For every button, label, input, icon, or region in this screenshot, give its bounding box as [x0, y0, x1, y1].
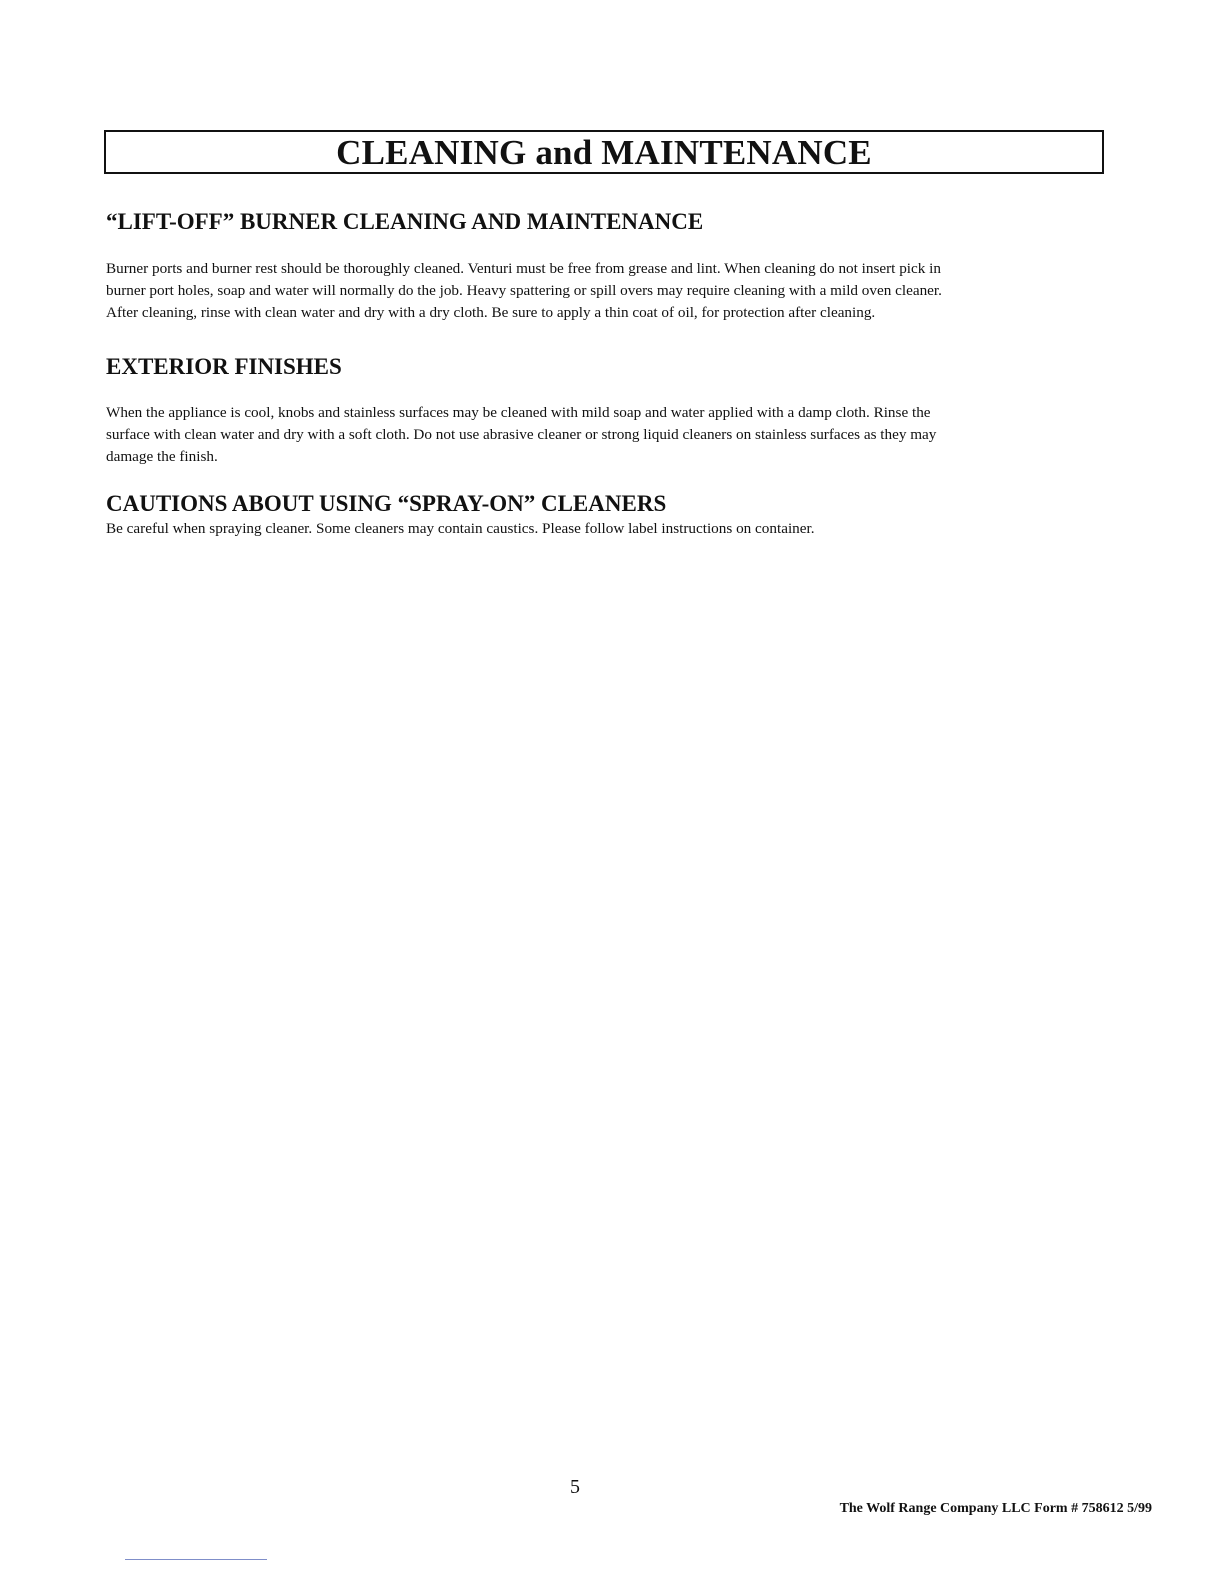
body-line: Burner ports and burner rest should be thoroughly cleaned. Venturi must be free from grease and lint. When cleaning do not insert pick in: [106, 260, 941, 277]
section-heading-lift-off-burner: “LIFT-OFF” BURNER CLEANING AND MAINTENANCE: [106, 209, 704, 234]
form-number-footer: The Wolf Range Company LLC Form # 758612 5/99: [839, 1501, 1152, 1516]
section-heading-exterior-finishes: EXTERIOR FINISHES: [106, 354, 342, 379]
section-heading-spray-on-cleaners: CAUTIONS ABOUT USING “SPRAY-ON” CLEANERS: [106, 491, 667, 516]
page-number: 5: [570, 1476, 580, 1498]
page-title: CLEANING and MAINTENANCE: [336, 132, 872, 172]
page-title-box: [104, 130, 1104, 174]
footer-divider: [125, 1559, 267, 1560]
body-line: surface with clean water and dry with a soft cloth. Do not use abrasive cleaner or strong liquid cleaners on stainless surfaces as they may: [106, 426, 937, 443]
body-line: When the appliance is cool, knobs and stainless surfaces may be cleaned with mild soap and water applied with a damp cloth. Rinse the: [106, 404, 931, 421]
body-line: burner port holes, soap and water will normally do the job. Heavy spattering or spill overs may require cleaning with a mild oven cleaner.: [106, 282, 942, 299]
section-body-lift-off-burner: [106, 258, 1106, 324]
section-body-spray-on-cleaners: [106, 518, 1106, 540]
body-line: damage the finish.: [106, 448, 218, 465]
section-body-exterior-finishes: [106, 402, 1106, 468]
body-line: After cleaning, rinse with clean water and dry with a dry cloth. Be sure to apply a thin coat of oil, for protection after cleaning.: [106, 304, 876, 321]
body-line: Be careful when spraying cleaner. Some cleaners may contain caustics. Please follow label instructions on container.: [106, 520, 815, 537]
